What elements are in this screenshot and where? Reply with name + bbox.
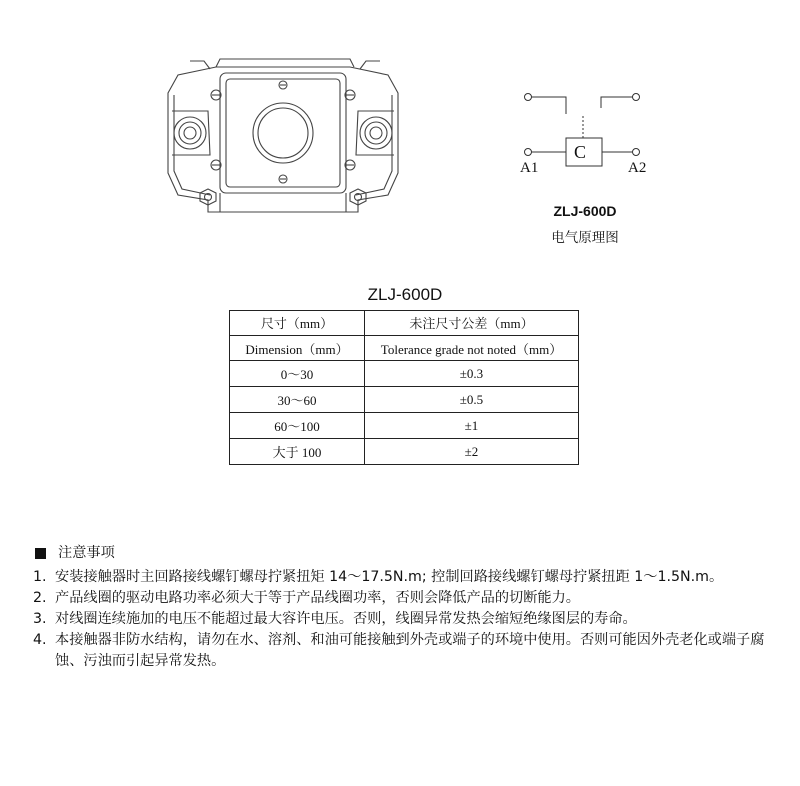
tolerance-cell: ±1 — [365, 413, 579, 439]
dimension-cell: 30～60 — [230, 387, 365, 413]
note-item — [33, 609, 793, 630]
table-title: ZLJ-600D — [367, 285, 443, 304]
dimension-cell: 60～100 — [230, 413, 365, 439]
note-item — [33, 588, 793, 609]
notes-heading — [33, 543, 793, 564]
terminal-a2-label: A2 — [628, 160, 647, 176]
note-number: 1. — [33, 569, 47, 585]
tolerance-cell: ±0.5 — [365, 387, 579, 413]
tolerance-cell: ±0.3 — [365, 361, 579, 387]
tolerance-header — [365, 311, 579, 336]
terminal-a1-label: A1 — [520, 160, 539, 176]
tolerance-header-en: Tolerance grade not noted（mm） — [365, 336, 579, 361]
square-bullet-icon — [35, 548, 46, 559]
note-text: 对线圈连续施加的电压不能超过最大容许电压。否则，线圈异常发热会缩短绝缘图层的寿命。 — [55, 611, 637, 627]
dimension-header-en: Dimension（mm） — [230, 336, 365, 361]
tolerance-header-cn: 未注尺寸公差（mm） — [409, 315, 534, 331]
note-number: 3. — [33, 611, 47, 627]
note-text: 产品线圈的驱动电路功率必须大于等于产品线圈功率，否则会降低产品的切断能力。 — [55, 590, 580, 606]
dimension-cell: 大于 100 — [230, 439, 365, 465]
notes-title: 注意事项 — [58, 545, 115, 561]
coil-label: C — [574, 142, 587, 162]
note-text: 本接触器非防水结构，请勿在水、溶剂、和油可能接触到外壳或端子的环境中使用。否则可能因外壳老化或端子腐蚀、污浊而引起异常发热。 — [55, 632, 765, 669]
tolerance-table — [229, 310, 579, 465]
note-item — [33, 567, 793, 588]
terminal-circle — [633, 94, 640, 101]
table-row — [230, 361, 579, 387]
tolerance-cell: ±2 — [365, 439, 579, 465]
dimension-header — [230, 311, 365, 336]
table-header-row — [230, 311, 579, 336]
note-number: 2. — [33, 590, 47, 606]
table-row — [230, 439, 579, 465]
contactor-top-view-drawing — [160, 55, 405, 220]
dimension-header-cn: 尺寸（mm） — [260, 315, 334, 331]
schematic-model-title: ZLJ-600D — [553, 203, 617, 219]
dimension-cell: 0～30 — [230, 361, 365, 387]
note-text: 安装接触器时主回路接线螺钉螺母拧紧扭矩 14～17.5N.m; 控制回路接线螺钉螺母拧紧扭距 1～1.5N.m。 — [55, 569, 724, 585]
schematic-caption: 电气原理图 — [551, 230, 619, 246]
table-row — [230, 413, 579, 439]
notes-section — [33, 543, 793, 672]
table-header-row-en — [230, 336, 579, 361]
terminal-circle — [525, 94, 532, 101]
note-item — [33, 630, 793, 672]
note-number: 4. — [33, 632, 47, 648]
table-row — [230, 387, 579, 413]
